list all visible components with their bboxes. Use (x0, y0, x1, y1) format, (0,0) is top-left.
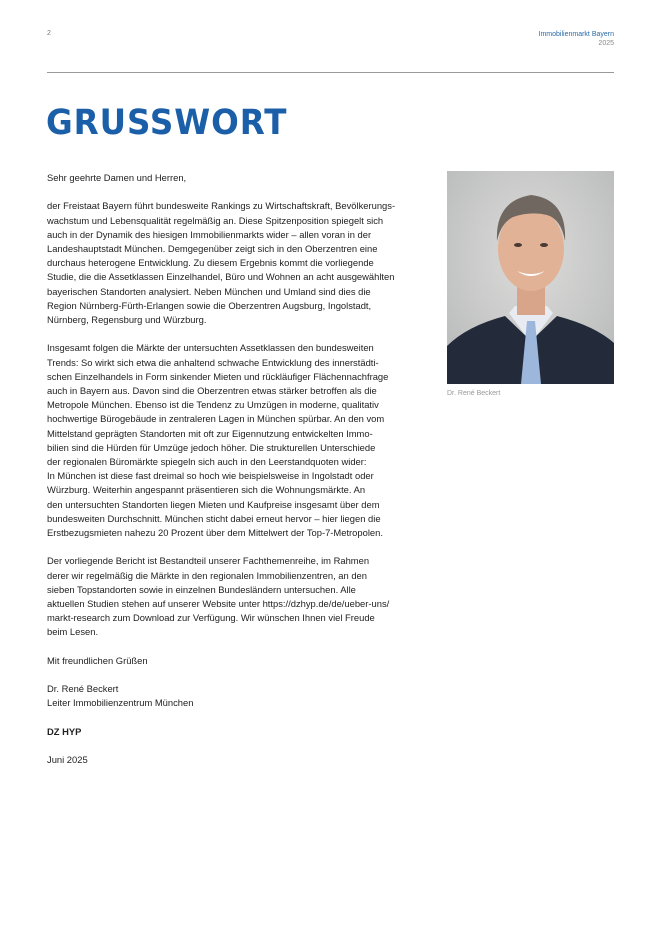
text-line: der regionalen Büromärkte spiegeln sich auch in den Leerstandquoten wider: (47, 456, 367, 468)
text-line: hochwertige Bürogebäude in zentraleren Lagen in München spürbar. An den vom (47, 413, 385, 425)
header-divider (47, 72, 614, 73)
text-line: durchaus heterogene Entwicklung. Zu diesem Ergebnis kommt die vorliegende (47, 257, 374, 269)
paragraph-1 (47, 199, 442, 327)
paragraph-2 (47, 341, 442, 540)
page-title: GRUSSWORT (46, 103, 288, 143)
text-line: Erstbezugsmieten nahezu 20 Prozent über dem Mittelwert der Top-7-Metropolen. (47, 527, 383, 539)
letter-body (47, 171, 442, 767)
running-header (539, 30, 614, 48)
signer-role: Leiter Immobilienzentrum München (47, 697, 194, 709)
text-line: aktuellen Studien stehen auf unserer Website unter https://dzhyp.de/de/ueber-uns/ (47, 598, 390, 610)
salutation: Sehr geehrte Damen und Herren, (47, 172, 187, 183)
signer-name: Dr. René Beckert (47, 683, 119, 695)
letter-date: Juni 2025 (47, 754, 88, 766)
portrait-photo (447, 171, 614, 384)
text-line: Studie, die die Assetklassen Einzelhandel, Büro und Wohnen an acht ausgewählten (47, 271, 395, 283)
photo-caption: Dr. René Beckert (447, 390, 501, 397)
paragraph-3 (47, 554, 442, 639)
text-line: In München ist diese fast dreimal so hoch wie beispielsweise in Ingolstadt oder (47, 470, 374, 482)
text-line: bilien sind die Hürden für Umzüge jedoch höher. Die strukturellen Unterschiede (47, 441, 376, 453)
text-line: der Freistaat Bayern führt bundesweite Rankings zu Wirtschaftskraft, Bevölkerungs- (47, 200, 396, 212)
text-line: Metropole München. Ebenso ist die Tendenz zu Umzügen in moderne, qualitativ (47, 399, 379, 411)
text-line: auch in der Dynamik des hiesigen Immobilienmarkts wider – allen voran in der (47, 228, 372, 240)
text-line: Region Nürnberg-Fürth-Erlangen sowie die Oberzentren Augsburg, Ingolstadt, (47, 299, 372, 311)
text-line: schen Einzelhandels in Form sinkender Mieten und rückläufiger Flächennachfrage (47, 370, 389, 382)
company-name: DZ HYP (47, 725, 82, 737)
text-line: Mittelstand geprägten Standorten mit oft zur Eigennutzung entwickelten Immo- (47, 427, 373, 439)
portrait-illustration (447, 171, 614, 384)
text-line: Trends: So wirkt sich etwa die anhaltend schwache Entwicklung des innerstädti- (47, 356, 379, 368)
text-line: bundesweiten Durchschnitt. München sticht dabei erneut hervor – hier liegen die (47, 512, 381, 524)
text-line: markt-research zum Download zur Verfügung. Wir wünschen Ihnen viel Freude (47, 612, 375, 624)
page-number: 2 (47, 30, 51, 37)
text-line: Insgesamt folgen die Märkte der untersuchten Assetklassen den bundesweiten (47, 342, 374, 354)
text-line: beim Lesen. (47, 626, 99, 638)
text-line: derer wir regelmäßig die Märkte in den regionalen Immobilienzentren, an den (47, 569, 367, 581)
text-line: Landeshauptstadt München. Demgegenüber zeigt sich in den Oberzentren eine (47, 243, 378, 254)
closing: Mit freundlichen Grüßen (47, 654, 148, 666)
publication-title: Immobilienmarkt Bayern (538, 31, 614, 38)
text-line: sieben Topstandorten sowie in einzelnen Bundesländern untersuchen. Alle (47, 583, 356, 595)
text-line: Nürnberg, Regensburg und Würzburg. (47, 314, 207, 326)
text-line: auch in Bayern aus. Davon sind die Oberzentren etwas stärker betroffen als die (47, 385, 377, 397)
text-line: bayerischen Standorten analysiert. Neben München und Umland sind dies die (47, 285, 371, 297)
text-line: den untersuchten Standorten liegen Mieten und Kaufpreise insgesamt über dem (47, 498, 380, 510)
publication-year: 2025 (598, 40, 614, 47)
text-line: wachstum und Lebensqualität regelmäßig an. Diese Spitzenposition spiegelt sich (47, 214, 384, 226)
text-line: Würzburg. Weiterhin angespannt präsentieren sich die Wohnungsmärkte. An (47, 484, 366, 496)
text-line: Der vorliegende Bericht ist Bestandteil unserer Fachthemenreihe, im Rahmen (47, 555, 370, 567)
